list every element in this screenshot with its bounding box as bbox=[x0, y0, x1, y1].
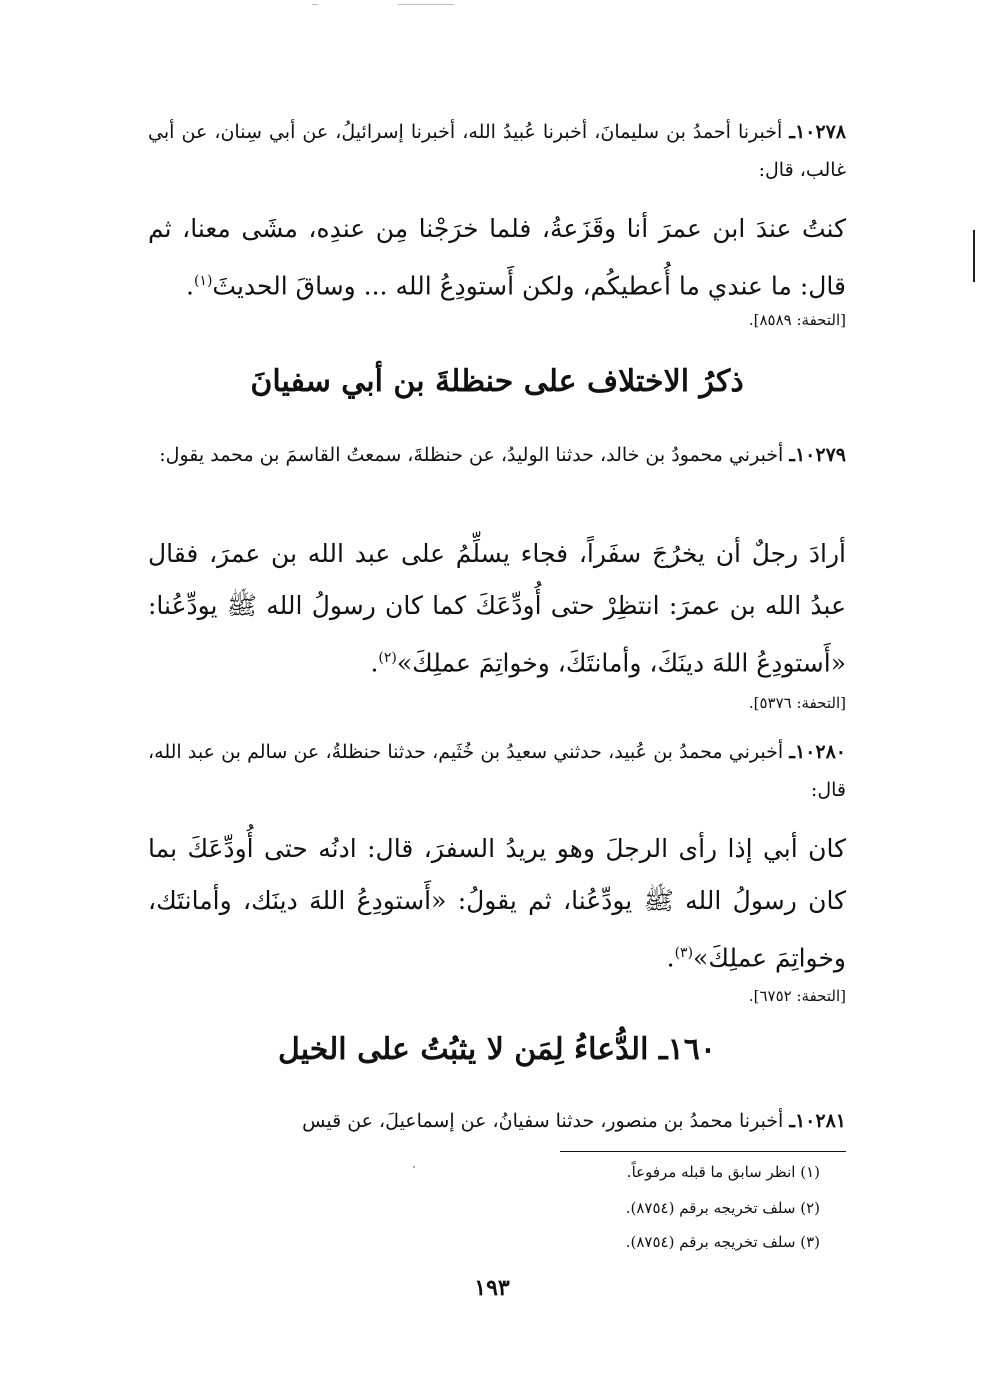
footnote-2: (٢) سلف تخريجه برقم (٨٧٥٤). bbox=[625, 1199, 820, 1217]
hadith-number: ١٠٢٨٠ـ bbox=[789, 741, 846, 763]
section-heading: ذكرُ الاختلاف على حنظلةَ بن أبي سفيانَ bbox=[250, 364, 744, 399]
hadith-matn: أرادَ رجلٌ أن يخرُجَ سفَراً، فجاء يسلِّمُ على عبد الله بن عمرَ، فقال عبدُ الله بن عمرَ: انتظِرْ حتى أُودِّعَكَ كما كان رسولُ الله ﷺ يودِّعُنا: «أَستودِعُ اللهَ دينَكَ، وأمانتَكَ، وخواتِمَ عملِكَ»$^{(٢)}$. bbox=[148, 539, 846, 678]
tuhfa-reference-text: [التحفة: ٦٧٥٢]. bbox=[748, 987, 846, 1005]
hadith-isnad bbox=[148, 1102, 846, 1140]
matn-text: كنتُ عندَ ابن عمرَ أنا وقَزَعةُ، فلما خرَجْنا مِن عندِه، مشَى معنا، ثم قال: ما عندي ما أُعطيكُم، ولكن أَستودِعُ الله ... وساقَ الحديثَ bbox=[148, 214, 846, 301]
chapter-heading: ١٦٠ـ الدُّعاءُ لِمَن لا يثبُتُ على الخيل bbox=[278, 1032, 716, 1067]
tuhfa-reference-text: [التحفة: ٨٥٨٩]. bbox=[748, 311, 846, 329]
matn-text: أرادَ رجلٌ أن يخرُجَ سفَراً، فجاء يسلِّمُ على عبد الله بن عمرَ، فقال عبدُ الله بن عمرَ: انتظِرْ حتى أُودِّعَكَ كما كان رسولُ الله ﷺ يودِّعُنا: «أَستودِعُ اللهَ دينَكَ، وأمانتَكَ، وخواتِمَ عملِكَ» bbox=[148, 539, 846, 678]
footnote-1: (١) انظر سابق ما قبله مرفوعاً. bbox=[626, 1163, 820, 1181]
top-scan-mark bbox=[312, 4, 318, 5]
matn-text: كان أبي إذا رأى الرجلَ وهو يريدُ السفرَ، قال: ادنُه حتى أُودِّعَكَ بما كان رسولُ الله ﷺ يودِّعُنا، ثم يقولُ: «أَستودِعُ اللهَ دينَك، وأمانتَك، وخواتِمَ عملِكَ» bbox=[148, 834, 846, 973]
footnote-marker: (٣) bbox=[674, 945, 694, 961]
isnad-text: أخبرنا محمدُ بن منصور، حدثنا سفيانُ، عن إسماعيلَ، عن قيس bbox=[302, 1110, 784, 1132]
footnote-separator bbox=[560, 1151, 846, 1152]
scan-speck bbox=[413, 1166, 415, 1168]
hadith-number: ١٠٢٨١ـ bbox=[789, 1110, 846, 1132]
isnad-text: أخبرنا أحمدُ بن سليمانَ، أخبرنا عُبيدُ الله، أخبرنا إسرائيلُ، عن أبي سِنان، عن أبي غالب، قال: bbox=[148, 121, 846, 181]
hadith-isnad bbox=[148, 436, 846, 474]
tuhfa-reference bbox=[148, 693, 846, 713]
footnote-marker: (١) bbox=[193, 273, 213, 289]
hadith-number: ١٠٢٧٩ـ bbox=[789, 444, 846, 466]
tuhfa-reference bbox=[148, 986, 846, 1006]
footnote-3: (٣) سلف تخريجه برقم (٨٧٥٤). bbox=[625, 1233, 820, 1251]
tuhfa-reference bbox=[148, 310, 846, 330]
hadith-number: ١٠٢٧٨ـ bbox=[789, 121, 846, 143]
isnad-text: أخبرني محمدُ بن عُبيد، حدثني سعيدُ بن خُثَيم، حدثنا حنظلةُ، عن سالم بن عبد الله، قال: bbox=[148, 741, 846, 801]
hadith-isnad bbox=[148, 113, 846, 189]
footnote-marker: (٢) bbox=[378, 650, 397, 666]
top-scan-mark bbox=[398, 4, 454, 5]
hadith-matn: كان أبي إذا رأى الرجلَ وهو يريدُ السفرَ، قال: ادنُه حتى أُودِّعَكَ بما كان رسولُ الله ﷺ يودِّعُنا، ثم يقولُ: «أَستودِعُ اللهَ دينَك، وأمانتَك، وخواتِمَ عملِكَ»$^{(٣)}$. bbox=[148, 834, 846, 973]
page-number: ١٩٣ bbox=[474, 1275, 510, 1301]
margin-scan-mark bbox=[973, 230, 975, 282]
isnad-text: أخبرني محمودُ بن خالد، حدثنا الوليدُ، عن حنظلةَ، سمعتُ القاسمَ بن محمد يقول: bbox=[159, 444, 784, 466]
hadith-matn: كنتُ عندَ ابن عمرَ أنا وقَزَعةُ، فلما خرَجْنا مِن عندِه، مشَى معنا، ثم قال: ما عندي ما أُعطيكُم، ولكن أَستودِعُ الله ... وساقَ الحديثَ$^{(١)}$. bbox=[148, 214, 846, 301]
hadith-isnad bbox=[148, 733, 846, 809]
tuhfa-reference-text: [التحفة: ٥٣٧٦]. bbox=[748, 694, 846, 712]
